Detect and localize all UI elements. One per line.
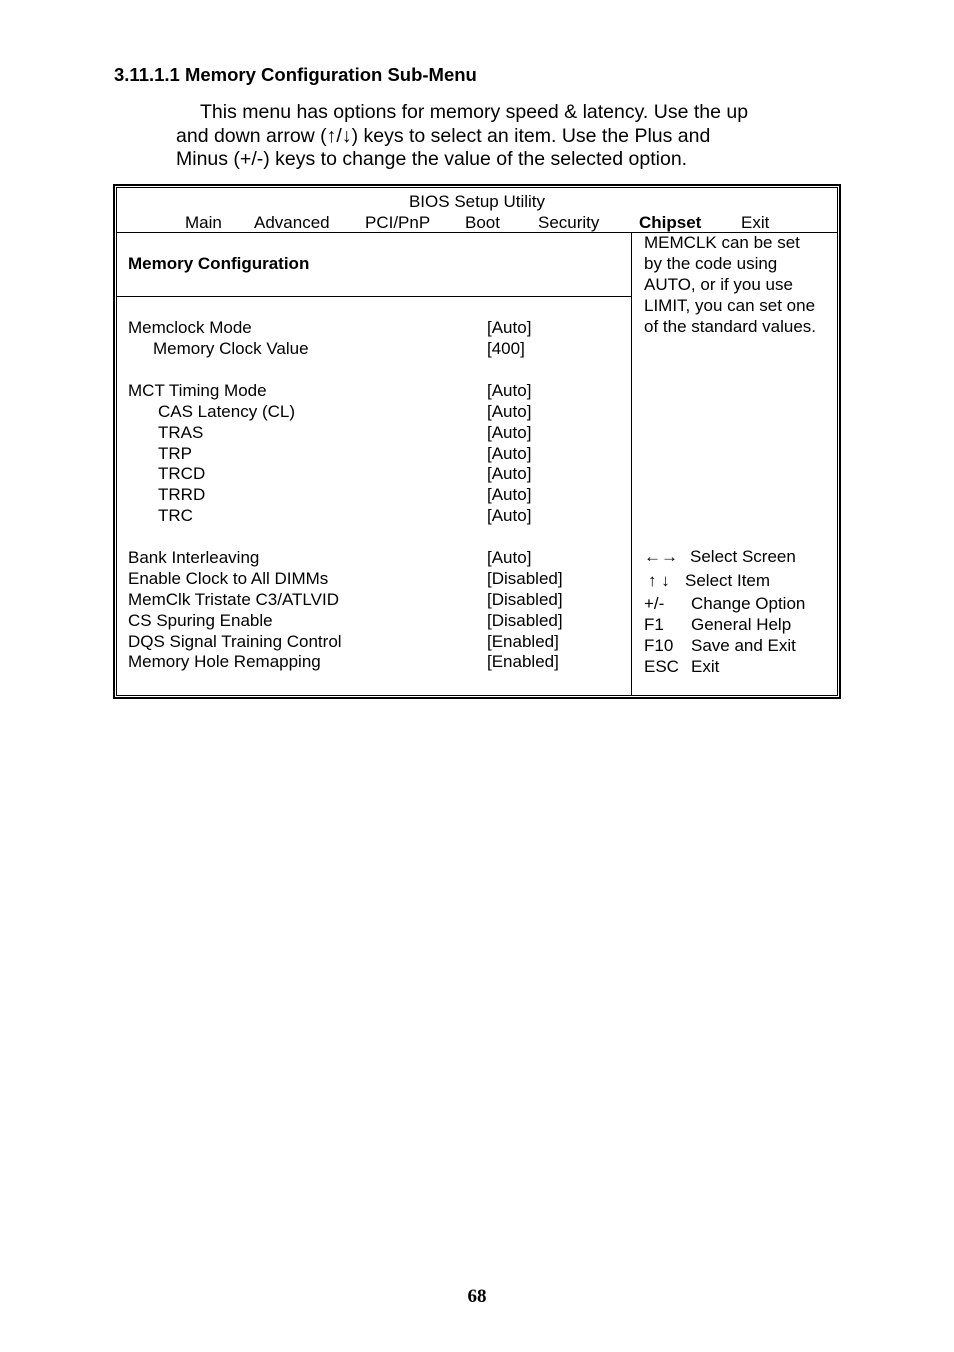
option-value[interactable]: [Enabled] [487,632,559,651]
menu-tab-pcipnp[interactable]: PCI/PnP [365,213,431,232]
option-value[interactable]: [Auto] [487,402,532,421]
option-value[interactable]: [Disabled] [487,611,563,630]
intro-line: and down arrow (↑/↓) keys to select an item. Use the Plus and [176,124,711,147]
key-legend-key: F10 [644,636,674,655]
key-legend-key: ESC [644,657,679,676]
option-value[interactable]: [Auto] [487,423,532,442]
option-label: Memory Clock Value [153,339,309,358]
help-line: AUTO, or if you use [644,275,793,294]
left-right-arrows-icon: ←→ [644,547,678,566]
option-label: TRP [158,444,192,463]
intro-line: This menu has options for memory speed & latency. Use the up [200,101,749,123]
option-label: TRAS [158,423,204,442]
page-number: 68 [467,1286,487,1307]
option-value[interactable]: [Disabled] [487,569,563,588]
option-value[interactable]: [Auto] [487,485,532,504]
section-heading: 3.11.1.1 Memory Configuration Sub-Menu [114,64,477,85]
key-legend-desc: Select Screen [690,547,796,566]
up-down-arrows-icon: ↑ ↓ [648,571,670,590]
option-label: TRCD [158,464,206,483]
option-label: Enable Clock to All DIMMs [128,569,329,588]
key-legend-desc: Exit [691,657,720,676]
key-legend-key: F1 [644,615,664,634]
option-value[interactable]: [Auto] [487,444,532,463]
key-legend-desc: Change Option [691,594,806,613]
bios-screen [113,184,841,699]
menu-tab-security[interactable]: Security [538,213,600,232]
key-legend-desc: General Help [691,615,792,634]
option-value[interactable]: [400] [487,339,525,358]
option-label: MCT Timing Mode [128,381,267,400]
menu-tab-exit[interactable]: Exit [741,213,770,232]
option-label: Memory Hole Remapping [128,652,321,671]
option-value[interactable]: [Auto] [487,318,532,337]
option-label: Memclock Mode [128,318,252,337]
help-line: of the standard values. [644,317,817,336]
menu-tab-boot[interactable]: Boot [465,213,500,232]
bios-utility-title: BIOS Setup Utility [408,192,546,211]
key-legend-desc: Select Item [685,571,771,590]
option-value[interactable]: [Auto] [487,381,532,400]
title-area-divider [117,296,631,297]
menu-tab-main[interactable]: Main [185,213,222,232]
option-value[interactable]: [Auto] [487,464,532,483]
option-value[interactable]: [Enabled] [487,652,559,671]
intro-paragraph [176,101,816,172]
help-description [644,232,840,337]
bios-screen-inner [116,187,838,696]
help-line: MEMCLK can be set [644,233,800,252]
intro-line: Minus (+/-) keys to change the value of the selected option. [176,148,688,170]
option-label: CAS Latency (CL) [158,402,295,421]
option-label: TRRD [158,485,206,504]
option-value[interactable]: [Auto] [487,506,532,525]
help-line: LIMIT, you can set one [644,296,816,315]
option-label: MemClk Tristate C3/ATLVID [128,590,339,609]
help-line: by the code using [644,254,778,273]
menu-tab-advanced[interactable]: Advanced [254,213,330,232]
option-label: Bank Interleaving [128,548,260,567]
memory-configuration-title: Memory Configuration [128,254,310,273]
option-label: TRC [158,506,193,525]
option-label: CS Spuring Enable [128,611,273,630]
menu-tab-chipset[interactable]: Chipset [639,213,702,232]
option-value[interactable]: [Auto] [487,548,532,567]
key-legend-desc: Save and Exit [691,636,796,655]
option-value[interactable]: [Disabled] [487,590,563,609]
option-label: DQS Signal Training Control [128,632,342,651]
key-legend-key: +/- [644,594,665,613]
help-column-divider [631,232,632,695]
